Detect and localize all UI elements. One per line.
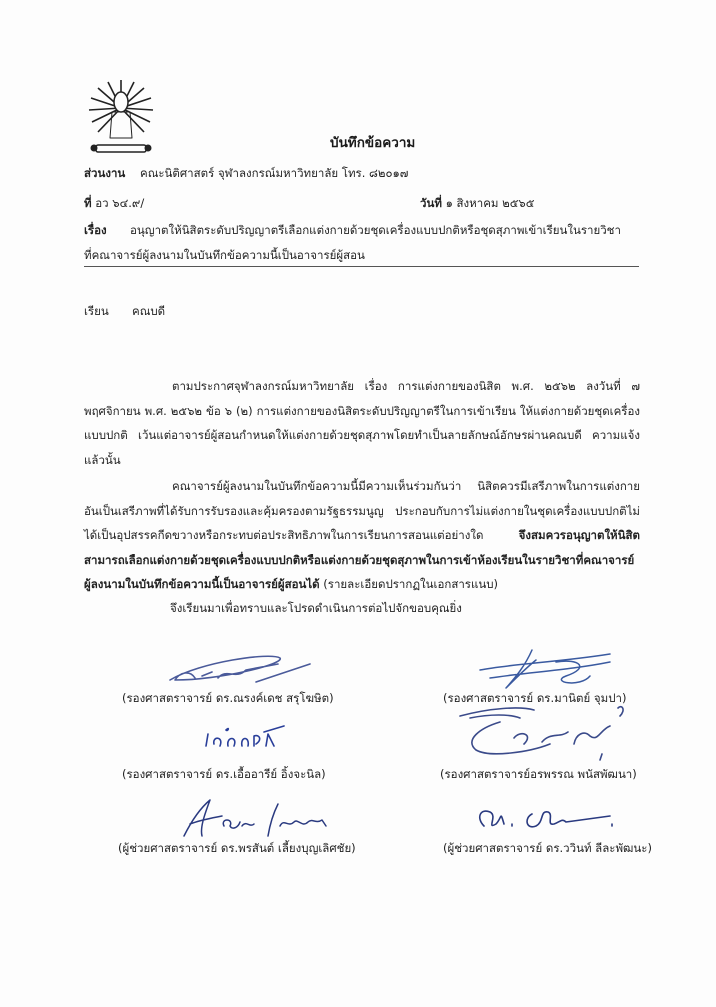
subject-row: [84, 222, 621, 240]
addressee-label: เรียน: [84, 304, 109, 318]
signature-4: [450, 702, 630, 764]
addressee-value: คณบดี: [132, 304, 166, 318]
body-paragraph-1: [84, 374, 640, 472]
subject-line-2: ที่คณาจารย์ผู้ลงนามในบันทึกข้อความนี้เป็นอาจารย์ผู้สอน: [84, 248, 365, 262]
reference-row: [84, 195, 144, 213]
signature-1: [160, 650, 320, 688]
reference-value: อว ๖๔.๙/: [95, 196, 145, 210]
reference-label: ที่: [84, 196, 92, 210]
date-value: ๑ สิงหาคม ๒๕๖๕: [445, 196, 535, 210]
date-row: [420, 195, 534, 213]
subject-line-1: อนุญาตให้นิสิตระดับปริญญาตรีเลือกแต่งกายด้วยชุดเครื่องแบบปกติหรือชุดสุภาพเข้าเรียนในรายวิชา: [130, 223, 621, 237]
signatory-5-name: (ผู้ช่วยศาสตราจารย์ ดร.พรสันต์ เลี้ยงบุญเลิศชัย): [118, 841, 356, 855]
signatory-4-name: (รองศาสตราจารย์อรพรรณ พนัสพัฒนา): [440, 767, 637, 781]
university-emblem-icon: [86, 78, 156, 160]
signature-3: [198, 722, 288, 752]
department-value: คณะนิติศาสตร์ จุฬาลงกรณ์มหาวิทยาลัย โทร. ๘๒๐๑๗: [140, 166, 409, 180]
signatory-2-name: (รองศาสตราจารย์ ดร.มานิตย์ จุมปา): [443, 691, 627, 705]
department-row: [84, 165, 409, 183]
signature-2: [470, 648, 620, 690]
addressee-row: [84, 303, 166, 321]
date-label: วันที่: [420, 196, 442, 210]
subject-label: เรื่อง: [84, 223, 107, 237]
signatory-1-name: (รองศาสตราจารย์ ดร.ณรงค์เดช สรุโฆษิต): [122, 691, 334, 705]
paragraph-2-text: คณาจารย์ผู้ลงนามในบันทึกข้อความนี้มีความเห็นร่วมกันว่า นิสิตควรมีเสรีภาพในการแต่งกายอันเป็นเสรีภาพที่ได้รับการรับรองและคุ้มครองตามรัฐธรรมนูญ ประกอบกับการไม่แต่งกายในชุดเครื่องแบบปกติไม่ได้เป็นอุปสรรคกีดขวางหรือกระทบต่อประสิทธิภาพในการเรียนการสอนแต่อย่างใด: [84, 479, 640, 542]
paragraph-2-tail: (รายละเอียดปรากฏในเอกสารแนบ): [319, 577, 499, 591]
paragraph-2-bold-text: จึงสมควรอนุญาตให้นิสิตสามารถเลือกแต่งกายด้วยชุดเครื่องแบบปกติหรือแต่งกายด้วยชุดสุภาพในการเข้าห้องเรียนในรายวิชาที่คณาจารย์ผู้ลงนามในบันทึกข้อความนี้เป็นอาจารย์ผู้สอนได้: [84, 528, 640, 591]
closing-text: จึงเรียนมาเพื่อทราบและโปรดดำเนินการต่อไปจักขอบคุณยิ่ง: [170, 601, 462, 615]
document-title: บันทึกข้อความ: [330, 135, 416, 151]
department-label: ส่วนงาน: [84, 166, 126, 180]
signatory-6-name: (ผู้ช่วยศาสตราจารย์ ดร.ววินท์ ลีละพัฒนะ): [443, 841, 652, 855]
signature-6: [470, 800, 620, 834]
paragraph-1-text: ตามประกาศจุฬาลงกรณ์มหาวิทยาลัย เรื่อง การแต่งกายของนิสิต พ.ศ. ๒๕๖๒ ลงวันที่ ๗ พฤศจิกายน พ.ศ. ๒๕๖๒ ข้อ ๖ (๒) การแต่งกายของนิสิตระดับปริญญาตรีในการเข้าเรียน ให้แต่งกายด้วยชุดเครื่องแบบปกติ เว้นแต่อาจารย์ผู้สอนกำหนดให้แต่งกายด้วยชุดสุภาพโดยทำเป็นลายลักษณ์อักษรผ่านคณบดี ความแจ้งแล้วนั้น: [84, 379, 640, 467]
signatory-3-name: (รองศาสตราจารย์ ดร.เอื้ออารีย์ อิ้งจะนิล): [122, 767, 326, 781]
body-paragraph-2: [84, 474, 640, 597]
signature-5: [176, 796, 336, 840]
header-divider: [84, 266, 639, 267]
